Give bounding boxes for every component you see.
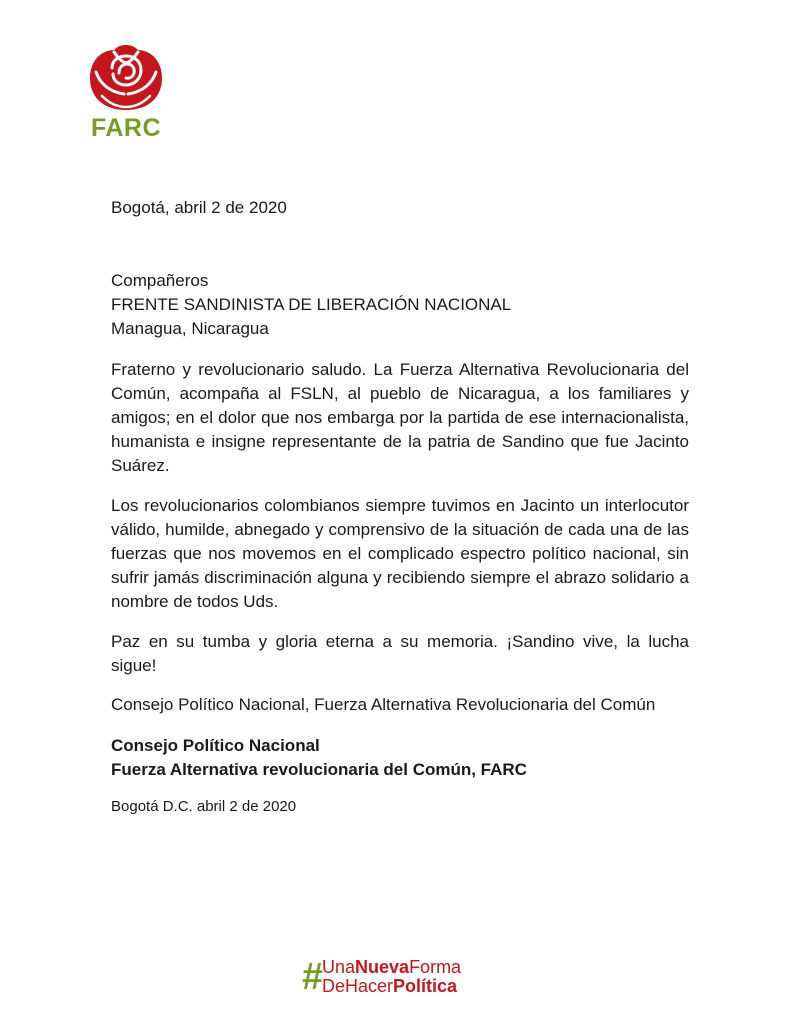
hashtag-text xyxy=(322,958,461,996)
recipient-organization: FRENTE SANDINISTA DE LIBERACIÓN NACIONAL xyxy=(111,295,512,314)
hashtag-line-2 xyxy=(322,977,461,996)
signature-line: Consejo Político Nacional xyxy=(111,736,320,755)
hash-symbol: # xyxy=(302,956,324,998)
hashtag-word: Forma xyxy=(409,957,462,977)
logo-text: FARC xyxy=(90,114,162,142)
hashtag-line-1 xyxy=(322,958,461,977)
recipient-salutation: Compañeros xyxy=(111,271,209,290)
paragraph: Fraterno y revolucionario saludo. La Fuerza Alternativa Revolucionaria del Común, acompaña al FSLN, al pueblo de Nicaragua, a los familiares y amigos; en el dolor que nos embarga por la partida de ese internacionalista, humanista e insigne representante de la patria de Sandino que fue Jacinto Suárez. xyxy=(111,360,689,475)
hashtag-word: Una xyxy=(322,957,356,977)
footer-date: Bogotá D.C. abril 2 de 2020 xyxy=(111,798,297,815)
recipient-block xyxy=(111,269,689,341)
hashtag-word: Nueva xyxy=(355,957,410,977)
letter-body xyxy=(111,196,689,817)
paragraph: Paz en su tumba y gloria eterna a su memoria. ¡Sandino vive, la lucha sigue! xyxy=(111,632,689,675)
signature-line: Fuerza Alternativa revolucionaria del Común, FARC xyxy=(111,760,527,779)
letter-date: Bogotá, abril 2 de 2020 xyxy=(111,198,287,217)
paragraph: Los revolucionarios colombianos siempre tuvimos en Jacinto un interlocutor válido, humilde, abnegado y comprensivo de la situación de cada una de las fuerzas que nos movemos en el complicado espectro político nacional, sin sufrir jamás discriminación alguna y recibiendo siempre el abrazo solidario a nombre de todos Uds. xyxy=(111,496,689,611)
hashtag-word: DeHacer xyxy=(322,976,394,996)
farc-logo xyxy=(84,44,168,142)
hashtag-word: Política xyxy=(393,976,458,996)
rose-icon xyxy=(88,44,164,112)
paragraph: Consejo Político Nacional, Fuerza Alternativa Revolucionaria del Común xyxy=(111,695,656,714)
recipient-location: Managua, Nicaragua xyxy=(111,319,269,338)
signature-block xyxy=(111,734,689,782)
